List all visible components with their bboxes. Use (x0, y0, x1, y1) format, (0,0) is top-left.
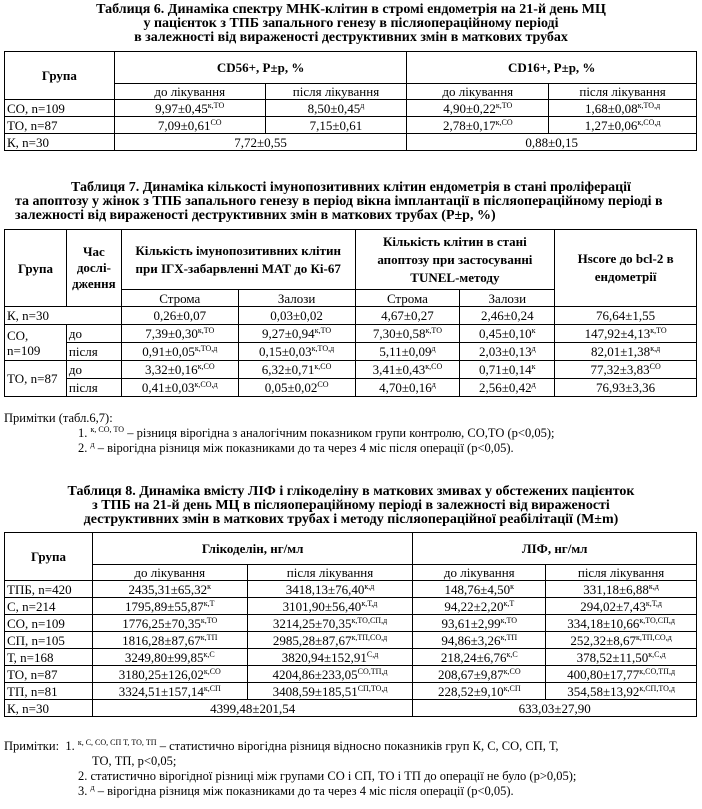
table-row (5, 666, 697, 683)
note-number: 1. (65, 739, 75, 753)
significance-marker: к,ТО,д (311, 344, 335, 353)
group-label (5, 632, 93, 649)
table-row (5, 632, 697, 649)
significance-marker: к,С (506, 649, 518, 659)
data-cell (413, 581, 546, 598)
table-row (5, 379, 697, 397)
significance-marker: к,Т,д (361, 598, 378, 608)
cell-value: ТО, n=87 (7, 371, 58, 386)
cell-value: 0,03±0,02 (270, 308, 323, 323)
note-superscript: д (90, 783, 95, 792)
data-cell (407, 117, 549, 134)
group-label (5, 666, 93, 683)
significance-marker: д (531, 344, 536, 353)
significance-marker: СО (649, 362, 661, 371)
cell-value: 3820,94±152,91 (281, 649, 367, 665)
cell-value: 9,97±0,45 (155, 100, 208, 116)
cell-value: СО, n=109 (7, 615, 65, 631)
table-row (5, 343, 697, 361)
header-group: Група (5, 52, 115, 100)
data-cell (413, 649, 546, 666)
cell-value: 148,76±4,50 (444, 581, 511, 597)
data-cell (549, 100, 697, 117)
cell-value: 1776,25±70,35 (122, 615, 201, 631)
significance-marker: СО (210, 117, 222, 127)
note-text: – вірогідна різниця між показниками до та через 4 міс після операції (р<0,05). (94, 441, 514, 455)
header-ki67: Кількість імунопозитивних клітин при ІГХ-забарвленні МАТ до Кі-67 (121, 230, 355, 290)
cell-value: 0,91±0,05 (142, 344, 195, 359)
cell-value: 7,39±0,30 (145, 326, 198, 341)
significance-marker: к,д (650, 344, 661, 353)
significance-marker: СО,ТП,д (357, 666, 388, 676)
data-cell (355, 325, 460, 343)
table-row (5, 361, 697, 379)
data-cell (121, 325, 238, 343)
data-cell (92, 598, 247, 615)
cell-value: 9,27±0,94 (262, 326, 315, 341)
cell-value: 334,18±10,66 (567, 615, 640, 631)
cell-value: 4204,86±233,05 (272, 666, 358, 682)
cell-value: 0,45±0,10 (479, 326, 532, 341)
note-superscript: д (90, 440, 95, 449)
data-cell (247, 581, 413, 598)
subheader-before: до лікування (114, 84, 265, 100)
table-row (5, 598, 697, 615)
significance-marker: к,С,д (648, 649, 666, 659)
notes-heading: Примітки: (4, 739, 60, 753)
data-cell (407, 100, 549, 117)
cell-value: 228,52±9,10 (437, 683, 504, 699)
data-cell (460, 307, 555, 325)
significance-marker: к,СП,ТО,д (639, 683, 675, 693)
table-row-control (5, 134, 697, 151)
cell-value: 4,67±0,27 (381, 308, 434, 323)
cell-value: 7,09±0,61 (157, 117, 211, 133)
cell-value: 3249,80±99,85 (124, 649, 204, 665)
table7 (4, 229, 697, 397)
table8 (4, 532, 697, 717)
note-superscript: к, С, СО, СП Т, ТО, ТП (77, 738, 157, 747)
data-cell (92, 666, 247, 683)
data-cell (555, 343, 697, 361)
significance-marker: к,ТП (500, 632, 518, 642)
significance-marker: к,Т (203, 598, 215, 608)
data-cell (92, 581, 247, 598)
data-cell (121, 361, 238, 379)
cell-value: 6,32±0,71 (261, 362, 315, 377)
data-cell (238, 361, 355, 379)
data-cell (546, 649, 697, 666)
subheader-stroma: Строма (355, 290, 460, 307)
significance-marker: к (510, 581, 515, 591)
data-cell (92, 649, 247, 666)
header-lif: ЛІФ, нг/мл (413, 533, 697, 565)
cell-value: 0,88±0,15 (525, 134, 579, 150)
cell-value: ТО, n=87 (7, 666, 58, 682)
table8-notes (4, 739, 576, 799)
group-label (5, 361, 67, 397)
cell-value: 77,32±3,83 (590, 362, 650, 377)
cell-value: СО, n=109 (7, 100, 65, 116)
note-superscript: к, СО, ТО (90, 425, 125, 434)
cell-value: 1,68±0,08 (585, 100, 638, 116)
time-label (66, 379, 121, 397)
cell-value: 0,71±0,14 (479, 362, 532, 377)
cell-value: 94,22±2,20 (444, 598, 504, 614)
cell-value: 93,61±2,99 (441, 615, 501, 631)
significance-marker: к,Т (503, 598, 515, 608)
note-2: 2. $^д$ – вірогідна різниця між показниками до та через 4 міс після операції (р<0,05). (78, 440, 514, 455)
cell-value: ТП, n=81 (7, 683, 58, 699)
significance-marker: к,ТП,СО,д (636, 632, 672, 642)
data-cell (413, 615, 546, 632)
significance-marker: к,СО (197, 362, 215, 371)
data-cell (555, 361, 697, 379)
cell-value: 633,03±27,90 (518, 700, 591, 716)
table-row (5, 117, 697, 134)
subheader-before: до лікування (413, 565, 546, 581)
significance-marker: д (431, 344, 436, 353)
significance-marker: СП,ТО,д (357, 683, 388, 693)
data-cell (546, 615, 697, 632)
data-cell (238, 307, 355, 325)
table-row-control (5, 700, 697, 717)
data-cell (247, 615, 413, 632)
data-cell (413, 598, 546, 615)
significance-marker: к (531, 362, 536, 371)
note-3 (4, 784, 576, 799)
cell-value: 0,05±0,02 (264, 380, 318, 395)
header-group: Група (5, 230, 67, 307)
cell-value: 1,27±0,06 (584, 117, 638, 133)
subheader-glands: Залози (238, 290, 355, 307)
cell-value: 76,93±3,36 (596, 380, 656, 395)
significance-marker: д (431, 380, 436, 389)
group-label (5, 100, 115, 117)
cell-value: 252,32±8,67 (570, 632, 637, 648)
significance-marker: к,СО,ТП,д (639, 666, 676, 676)
time-label (66, 325, 121, 343)
header-tunel: Кількість клітин в стані апоптозу при застосуванні TUNEL-методу (355, 230, 555, 290)
data-cell (121, 343, 238, 361)
cell-value: СП, n=105 (7, 632, 65, 648)
group-label (5, 307, 122, 325)
data-cell (555, 325, 697, 343)
significance-marker: к,ТО (200, 615, 218, 625)
cell-value: С, n=214 (7, 598, 56, 614)
table8-title (0, 485, 702, 527)
group-label (5, 683, 93, 700)
cell-value: 2,78±0,17 (442, 117, 496, 133)
data-cell (546, 666, 697, 683)
significance-marker: к,С (203, 649, 215, 659)
significance-marker: к,СО (314, 362, 332, 371)
significance-marker: к,СП (503, 683, 521, 693)
data-cell (546, 598, 697, 615)
cell-value: після (68, 380, 98, 395)
data-cell (546, 632, 697, 649)
data-cell (546, 683, 697, 700)
data-cell (92, 632, 247, 649)
group-label (5, 134, 115, 151)
significance-marker: к (531, 326, 536, 335)
significance-marker: к,Т,д (645, 598, 662, 608)
data-cell (247, 649, 413, 666)
cell-value: 3,41±0,43 (372, 362, 426, 377)
significance-marker: к,ТО (197, 326, 215, 335)
title-line: деструктивних змін в маткових трубах і методу післяопераційної реабілітації (M±m) (83, 512, 619, 527)
data-cell (460, 325, 555, 343)
data-cell (549, 117, 697, 134)
significance-marker: д (531, 380, 536, 389)
subheader-after: після лікування (546, 565, 697, 581)
subheader-after: після лікування (549, 84, 697, 100)
significance-marker: к,ТО (425, 326, 442, 335)
data-cell (265, 117, 407, 134)
significance-marker: д (360, 100, 365, 110)
data-cell (121, 307, 238, 325)
title-line: у пацієнток з ТПБ запального генезу в післяопераційному періоді (143, 16, 559, 31)
data-cell (546, 581, 697, 598)
significance-marker: к (207, 581, 212, 591)
cell-value: 4399,48±201,54 (210, 700, 296, 716)
significance-marker: к,СО,д (194, 380, 218, 389)
data-cell (92, 700, 413, 717)
cell-value: 294,02±7,43 (580, 598, 646, 614)
cell-value: 1795,89±55,87 (125, 598, 204, 614)
cell-value: ТПБ, n=420 (7, 581, 72, 597)
cell-value: 400,80±17,77 (567, 666, 640, 682)
data-cell (460, 361, 555, 379)
table6-title (0, 3, 702, 45)
cell-value: 82,01±1,38 (591, 344, 651, 359)
note-2: 2. статистично вірогідної різниці між групами СО і СП, ТО і ТП до операції не було (р>0,05); (78, 769, 577, 783)
group-label (5, 615, 93, 632)
data-cell (238, 379, 355, 397)
cell-value: Т, n=168 (7, 649, 54, 665)
cell-value: К, n=30 (7, 308, 50, 323)
cell-value: 2,03±0,13 (478, 344, 532, 359)
note-1: 1. $^{к, СО, ТО}$ – різниця вірогідна з аналогічним показником групи контролю, СО,ТО (р<0,05); (78, 425, 555, 440)
note-number: 3. (78, 784, 88, 798)
cell-value: 3101,90±56,40 (282, 598, 362, 614)
title-line: Таблиця 6. Динаміка спектру МНК-клітин в стромі ендометрія на 21-й день МЦ (96, 2, 606, 17)
note-text: – статистично вірогідна різниця відносно показників груп К, С, СО, СП, Т, (156, 739, 559, 753)
data-cell (407, 134, 697, 151)
table-row (5, 581, 697, 598)
cell-value: 354,58±13,92 (567, 683, 640, 699)
notes-heading: Примітки (табл.6,7): (4, 411, 113, 425)
cell-value: 378,52±11,50 (576, 649, 649, 665)
subheader-glands: Залози (460, 290, 555, 307)
cell-value: 2435,31±65,32 (128, 581, 208, 597)
data-cell (413, 666, 546, 683)
data-cell (355, 307, 460, 325)
data-cell (238, 325, 355, 343)
cell-value: 0,26±0,07 (153, 308, 207, 323)
significance-marker: к,ТО,д (194, 344, 218, 353)
cell-value: 8,50±0,45 (307, 100, 361, 116)
data-cell (355, 379, 460, 397)
header-cd16: CD16+, Р±р, % (407, 52, 697, 84)
header-group: Група (5, 533, 93, 581)
title-line: Таблиця 8. Динаміка вмісту ЛІФ і глікоделіну в маткових змивах у обстежених пацієнток (67, 484, 635, 499)
data-cell (92, 683, 247, 700)
cell-value: 0,41±0,03 (141, 380, 195, 395)
subheader-stroma: Строма (121, 290, 238, 307)
header-time: Час дослі-дження (66, 230, 121, 307)
cell-value: 3214,25±70,35 (272, 615, 352, 631)
title-line: в залежності від вираженості деструктивних змін в маткових трубах (134, 30, 568, 45)
title-line: з ТПБ на 21-й день МЦ в післяопераційному періоді в залежності від вираженості (92, 498, 610, 513)
data-cell (92, 615, 247, 632)
title-line: та апоптозу у жінок з ТПБ запального генезу в період вікна імплантації в післяопераційному періоді в залежності від вираженості деструктивних змін в маткових трубах (Р±р, %) (15, 194, 663, 223)
data-cell (265, 100, 407, 117)
data-cell (460, 343, 555, 361)
cell-value: К, n=30 (7, 134, 50, 150)
cell-value: після (68, 344, 98, 359)
data-cell (247, 683, 413, 700)
significance-marker: к,д (648, 581, 659, 591)
cell-value: 3324,51±157,14 (118, 683, 204, 699)
cell-value: 7,72±0,55 (234, 134, 287, 150)
significance-marker: к,д (364, 581, 375, 591)
table6 (4, 51, 697, 151)
cell-value: 218,24±6,76 (440, 649, 507, 665)
group-label (5, 117, 115, 134)
data-cell (555, 307, 697, 325)
cell-value: 2,56±0,42 (478, 380, 532, 395)
cell-value: К, n=30 (7, 700, 50, 716)
table7-notes (4, 411, 555, 456)
significance-marker: к,СО (425, 362, 443, 371)
cell-value: 7,15±0,61 (309, 117, 363, 133)
significance-marker: С,д (366, 649, 379, 659)
subheader-before: до лікування (407, 84, 549, 100)
cell-value: 0,15±0,03 (259, 344, 312, 359)
cell-value: ТО, n=87 (7, 117, 58, 133)
significance-marker: к,ТО,СП,д (351, 615, 388, 625)
note-text: – різниця вірогідна з аналогічним показником групи контролю, СО,ТО (р<0,05); (124, 426, 555, 440)
note-text: – вірогідна різниця між показниками до та через 4 міс після операції (р<0,05). (94, 784, 514, 798)
cell-value: 4,90±0,22 (443, 100, 496, 116)
cell-value: СО, n=109 (7, 327, 41, 358)
data-cell (355, 361, 460, 379)
significance-marker: к,ТО (314, 326, 332, 335)
significance-marker: к,ТО (500, 615, 518, 625)
cell-value: до (68, 362, 83, 377)
group-label (5, 581, 93, 598)
data-cell (247, 666, 413, 683)
significance-marker: к,СП (203, 683, 221, 693)
significance-marker: к,СО,д (637, 117, 661, 127)
significance-marker: СО (317, 380, 329, 389)
cell-value: 3408,59±185,51 (272, 683, 358, 699)
significance-marker: к,ТО (495, 100, 513, 110)
cell-value: до (68, 326, 83, 341)
data-cell (114, 100, 265, 117)
significance-marker: к,ТП,СО,д (351, 632, 388, 642)
significance-marker: к,СО (203, 666, 221, 676)
data-cell (413, 632, 546, 649)
data-cell (238, 343, 355, 361)
group-label (5, 700, 93, 717)
table-row (5, 615, 697, 632)
data-cell (555, 379, 697, 397)
note-1 (4, 739, 576, 754)
cell-value: 331,18±6,88 (583, 581, 649, 597)
header-hscore: Hscore до bcl-2 в ендометрії (555, 230, 697, 307)
group-label (5, 325, 67, 361)
significance-marker: к,СО (503, 666, 521, 676)
data-cell (355, 343, 460, 361)
table-row (5, 683, 697, 700)
data-cell (247, 632, 413, 649)
title-line: Таблиця 7. Динаміка кількості імунопозитивних клітин ендометрія в стані проліферації (71, 180, 631, 195)
data-cell (460, 379, 555, 397)
cell-value: 2,46±0,24 (480, 308, 534, 323)
cell-value: 94,86±3,26 (441, 632, 501, 648)
cell-value: 208,67±9,87 (437, 666, 504, 682)
time-label (66, 343, 121, 361)
subheader-after: після лікування (247, 565, 413, 581)
cell-value: 3418,13±76,40 (285, 581, 365, 597)
data-cell (413, 700, 697, 717)
group-label (5, 649, 93, 666)
table-row (5, 325, 697, 343)
significance-marker: к,ТО (650, 326, 667, 335)
group-label (5, 598, 93, 615)
note-1-continued: ТО, ТП, р<0,05; (92, 754, 177, 768)
header-glycodelin: Глікоделін, нг/мл (92, 533, 413, 565)
cell-value: 147,92±4,13 (584, 326, 651, 341)
significance-marker: к,СО (495, 117, 513, 127)
data-cell (114, 117, 265, 134)
table-row (5, 649, 697, 666)
significance-marker: к,ТО (207, 100, 225, 110)
cell-value: 5,11±0,09 (379, 344, 432, 359)
subheader-before: до лікування (92, 565, 247, 581)
cell-value: 4,70±0,16 (379, 380, 432, 395)
data-cell (114, 134, 407, 151)
data-cell (121, 379, 238, 397)
data-cell (413, 683, 546, 700)
subheader-after: після лікування (265, 84, 407, 100)
cell-value: 7,30±0,58 (372, 326, 426, 341)
cell-value: 3,32±0,16 (144, 362, 198, 377)
cell-value: 76,64±1,55 (596, 308, 656, 323)
cell-value: 3180,25±126,02 (118, 666, 204, 682)
data-cell (247, 598, 413, 615)
cell-value: 1816,28±87,67 (122, 632, 201, 648)
table7-title (0, 181, 702, 223)
significance-marker: к,ТО,СП,д (639, 615, 675, 625)
time-label (66, 361, 121, 379)
significance-marker: к,ТО,д (637, 100, 661, 110)
table-row (5, 100, 697, 117)
table-row-control (5, 307, 697, 325)
cell-value: 2985,28±87,67 (272, 632, 352, 648)
header-cd56: CD56+, Р±р, % (114, 52, 407, 84)
significance-marker: к,ТП (200, 632, 218, 642)
